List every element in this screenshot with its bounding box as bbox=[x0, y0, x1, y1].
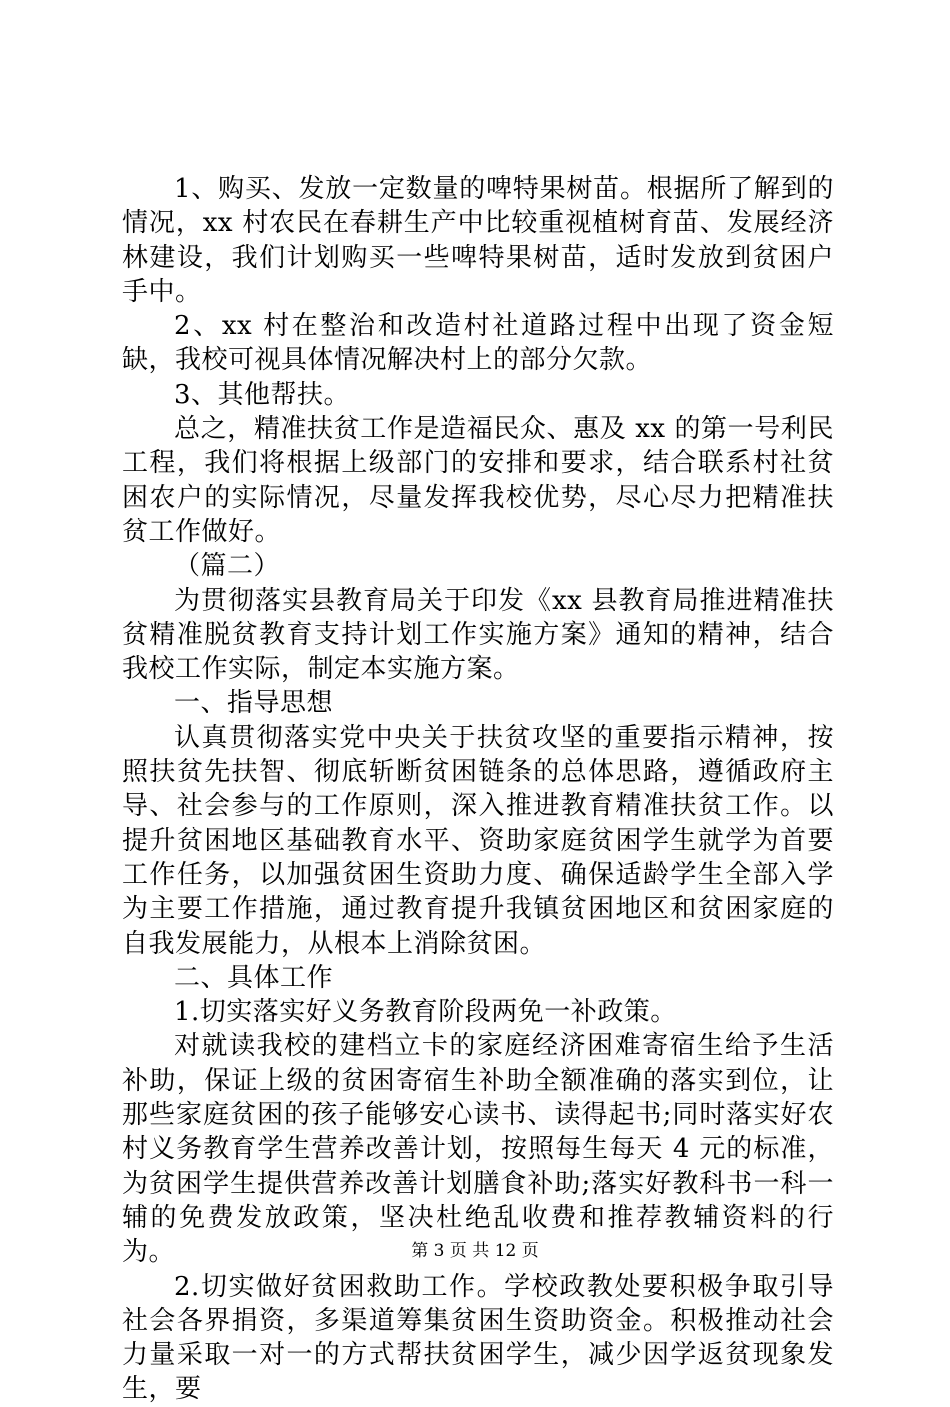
section-heading-part-two: （篇二） bbox=[174, 551, 281, 582]
heading-guiding-ideology: 一、指导思想 bbox=[174, 688, 334, 719]
document-body bbox=[122, 172, 834, 1407]
paragraph-other-assistance: 3、其他帮扶。 bbox=[174, 379, 351, 410]
subheading-two-exemptions-policy: 1.切实落实好义务教育阶段两免一补政策。 bbox=[174, 997, 677, 1028]
heading-specific-work: 二、具体工作 bbox=[174, 962, 334, 993]
paragraph-purchase-seedlings: 1、购买、发放一定数量的啤特果树苗。根据所了解到的情况，xx 村农民在春耕生产中比较重视植树育苗、发展经济林建设，我们计划购买一些啤特果树苗，适时发放到贫困户手中。 bbox=[122, 174, 834, 307]
paragraph-introduction: 为贯彻落实县教育局关于印发《xx 县教育局推进精准扶贫精准脱贫教育支持计划工作实施方案》通知的精神，结合我校工作实际，制定本实施方案。 bbox=[122, 585, 834, 685]
paragraph-road-funding: 2、xx 村在整治和改造村社道路过程中出现了资金短缺，我校可视具体情况解决村上的部分欠款。 bbox=[122, 311, 834, 376]
paragraph-poverty-relief: 2.切实做好贫困救助工作。学校政教处要积极争取引导社会各界捐资，多渠道筹集贫困生资助资金。积极推动社会力量采取一对一的方式帮扶贫困学生，减少因学返贫现象发生，要 bbox=[122, 1271, 834, 1405]
paragraph-summary: 总之，精准扶贫工作是造福民众、惠及 xx 的第一号利民工程，我们将根据上级部门的安排和要求，结合联系村社贫困农户的实际情况，尽量发挥我校优势，尽心尽力把精准扶贫工作做好。 bbox=[122, 414, 834, 547]
paragraph-guiding-ideology: 认真贯彻落实党中央关于扶贫攻坚的重要指示精神，按照扶贫先扶智、彻底斩断贫困链条的总体思路，遵循政府主导、社会参与的工作原则，深入推进教育精准扶贫工作。以提升贫困地区基础教育水平、资助家庭贫困学生就学为首要工作任务，以加强贫困生资助力度、确保适龄学生全部入学为主要工作措施，通过教育提升我镇贫困地区和贫困家庭的自我发展能力，从根本上消除贫困。 bbox=[122, 722, 834, 959]
page-number-footer: 第 3 页 共 12 页 bbox=[411, 1241, 539, 1261]
paragraph-boarding-subsidy: 对就读我校的建档立卡的家庭经济困难寄宿生给予生活补助，保证上级的贫困寄宿生补助全额准确的落实到位，让那些家庭贫困的孩子能够安心读书、读得起书;同时落实好农村义务教育学生营养改善计划，按照每生每天 4 元的标准，为贫困学生提供营养改善计划膳食补助;落实好教科书一科一辅的免费发放政策，坚决杜绝乱收费和推荐教辅资料的行为。 bbox=[122, 1031, 834, 1268]
